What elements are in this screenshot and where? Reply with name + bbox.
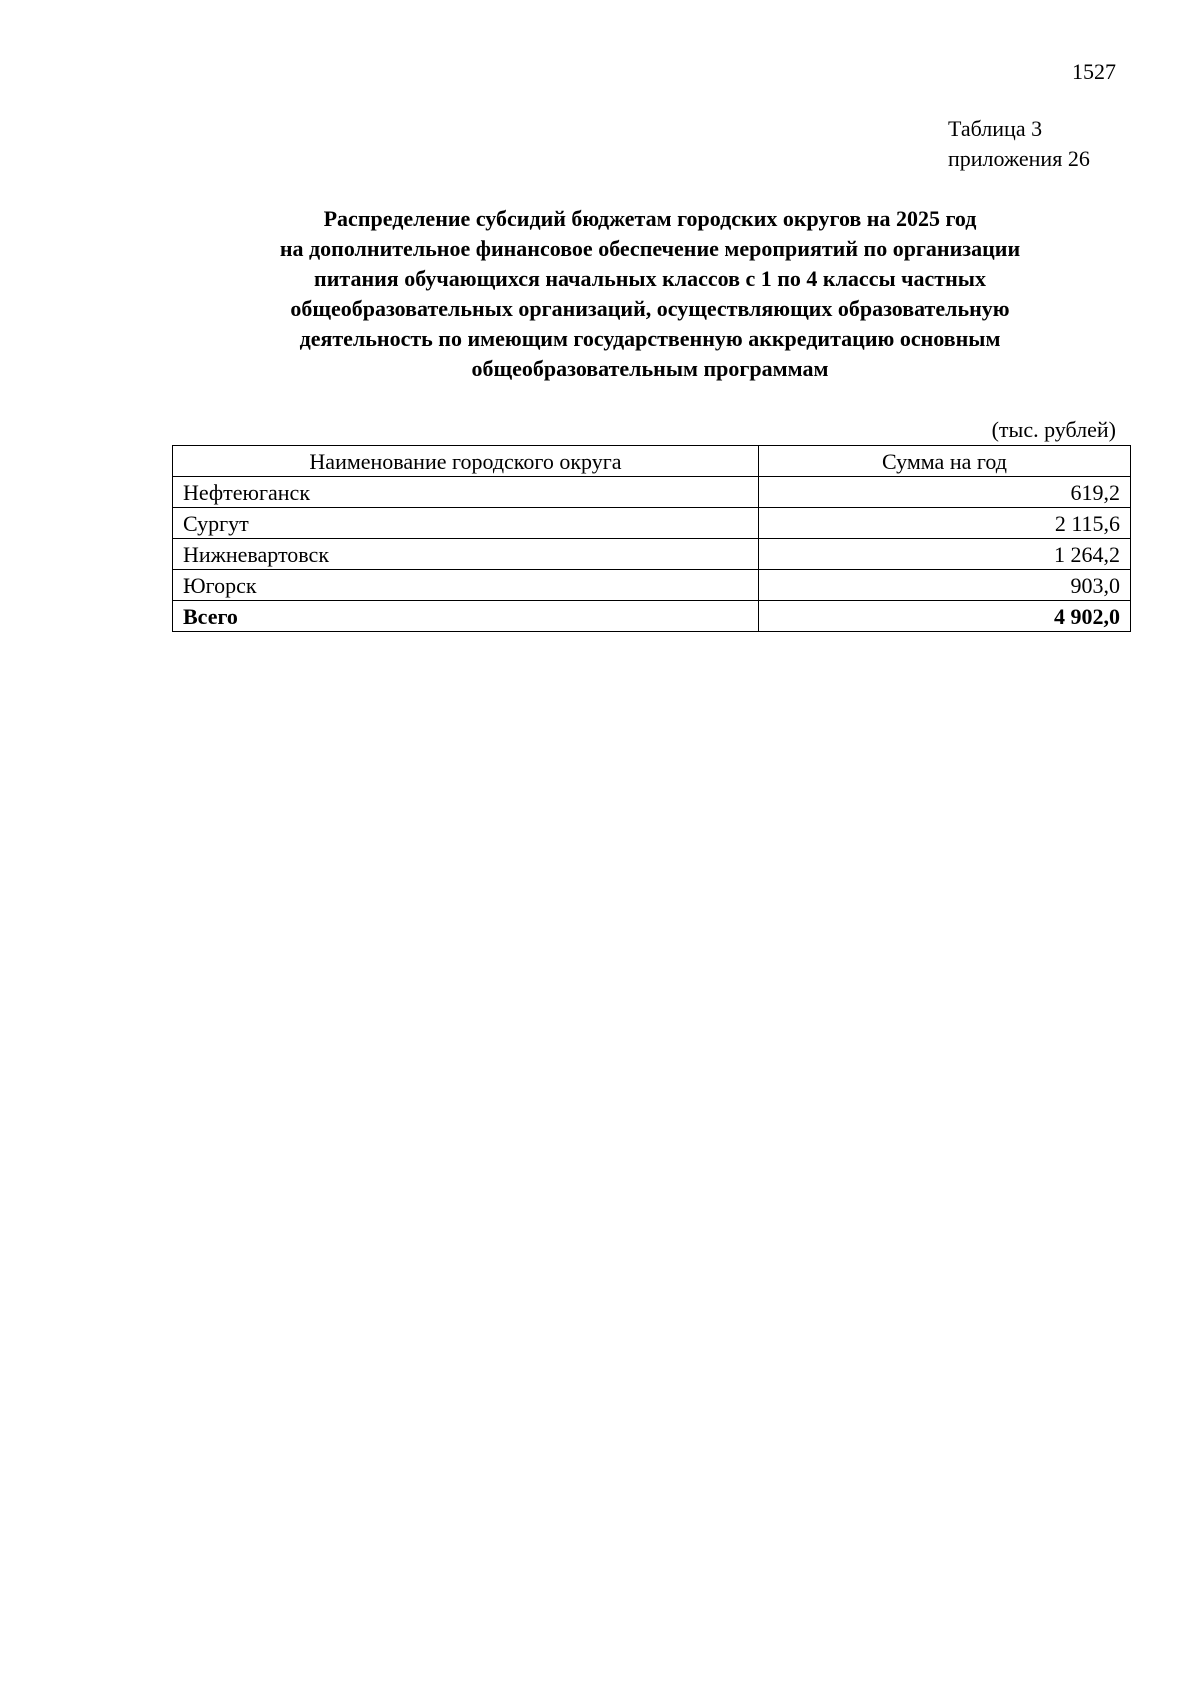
table-row [173,539,1131,570]
total-sum: 4 902,0 [758,601,1130,632]
title-line-5: деятельность по имеющим государственную аккредитацию основным [299,326,1001,351]
district-name: Югорск [173,570,759,601]
table-reference [948,114,1090,174]
title-line-6: общеобразовательным программам [471,356,829,381]
district-sum: 1 264,2 [758,539,1130,570]
title-line-4: общеобразовательных организаций, осуществляющих образовательную [290,296,1010,321]
table-ref-line-2: приложения 26 [948,146,1090,171]
header-district-name: Наименование городского округа [173,446,759,477]
total-row [173,601,1131,632]
district-sum: 619,2 [758,477,1130,508]
title-line-1: Распределение субсидий бюджетам городских округов на 2025 год [323,206,977,231]
district-sum: 903,0 [758,570,1130,601]
title-line-2: на дополнительное финансовое обеспечение мероприятий по организации [279,236,1021,261]
district-name: Сургут [173,508,759,539]
document-title [170,204,1130,384]
header-annual-sum: Сумма на год [758,446,1130,477]
total-label: Всего [173,601,759,632]
table-row [173,570,1131,601]
district-name: Нефтеюганск [173,477,759,508]
table-header-row [173,446,1131,477]
district-sum: 2 115,6 [758,508,1130,539]
table-row [173,508,1131,539]
table-row [173,477,1131,508]
title-line-3: питания обучающихся начальных классов с 1 по 4 классы частных [314,266,986,291]
subsidy-table [172,445,1131,632]
units-note: (тыс. рублей) [991,417,1116,442]
table-ref-line-1: Таблица 3 [948,116,1043,141]
district-name: Нижневартовск [173,539,759,570]
page-number: 1527 [1072,59,1116,84]
